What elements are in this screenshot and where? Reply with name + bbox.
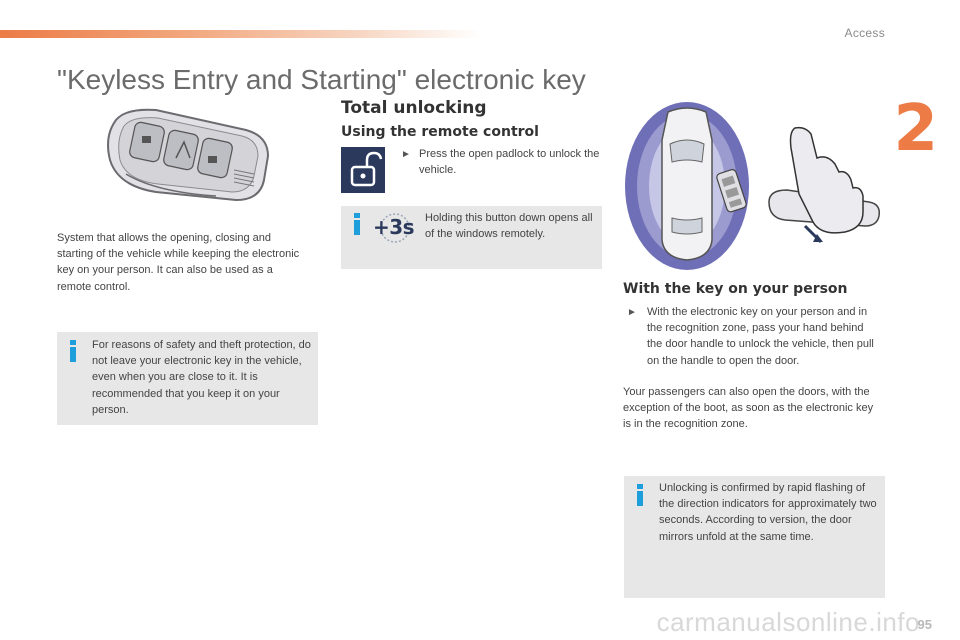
info-icon (69, 340, 77, 362)
page-title: "Keyless Entry and Starting" electronic key (57, 64, 586, 95)
section-label: Access (844, 26, 885, 40)
header-accent-bar (0, 30, 480, 38)
chapter-number: 2 (893, 92, 938, 166)
bullet-icon: ► (627, 307, 637, 318)
bullet-icon: ► (401, 149, 411, 160)
info-icon (636, 484, 644, 506)
info-confirm-text: Unlocking is confirmed by rapid flashing of the direction indicators for approximately two seconds. According to version, the door mirrors unfold at the same time. (659, 482, 877, 543)
key-on-person-bullet-text: With the electronic key on your person and in the recognition zone, pass your hand behind the door handle to unlock the vehicle, then pull on the handle to open the door. (647, 306, 874, 367)
watermark: carmanualsonline.info (656, 607, 920, 637)
open-padlock-icon (341, 147, 385, 193)
info-box-safety (57, 332, 318, 425)
intro-paragraph: System that allows the opening, closing and starting of the vehicle while keeping the electronic key on your person. It can also be used as a remote control. (57, 232, 300, 293)
door-handle-hand-illustration (765, 124, 883, 244)
key-on-person-paragraph: Your passengers can also open the doors, with the exception of the boot, as soon as the electronic key is in the recognition zone. (623, 386, 874, 431)
key-fob-illustration (96, 100, 276, 210)
total-unlocking-heading: Total unlocking (341, 98, 487, 118)
info-safety-text: For reasons of safety and theft protection, do not leave your electronic key in the vehicle, even when you are close to it. It is recommended that you keep it on your person. (92, 339, 311, 416)
plus-3s-icon (371, 212, 419, 244)
remote-bullet-text: Press the open padlock to unlock the vehicle. (419, 148, 600, 177)
recognition-zone-illustration (622, 100, 752, 272)
key-on-person-heading: With the key on your person (623, 281, 848, 297)
page-number: 95 (917, 617, 932, 632)
remote-control-heading: Using the remote control (341, 124, 539, 140)
info-box-windows (341, 206, 602, 269)
info-icon (353, 213, 361, 235)
info-box-confirm (624, 476, 885, 598)
info-windows-text: Holding this button down opens all of the windows remotely. (425, 212, 593, 241)
plus-3s-label: +3s (373, 215, 415, 239)
